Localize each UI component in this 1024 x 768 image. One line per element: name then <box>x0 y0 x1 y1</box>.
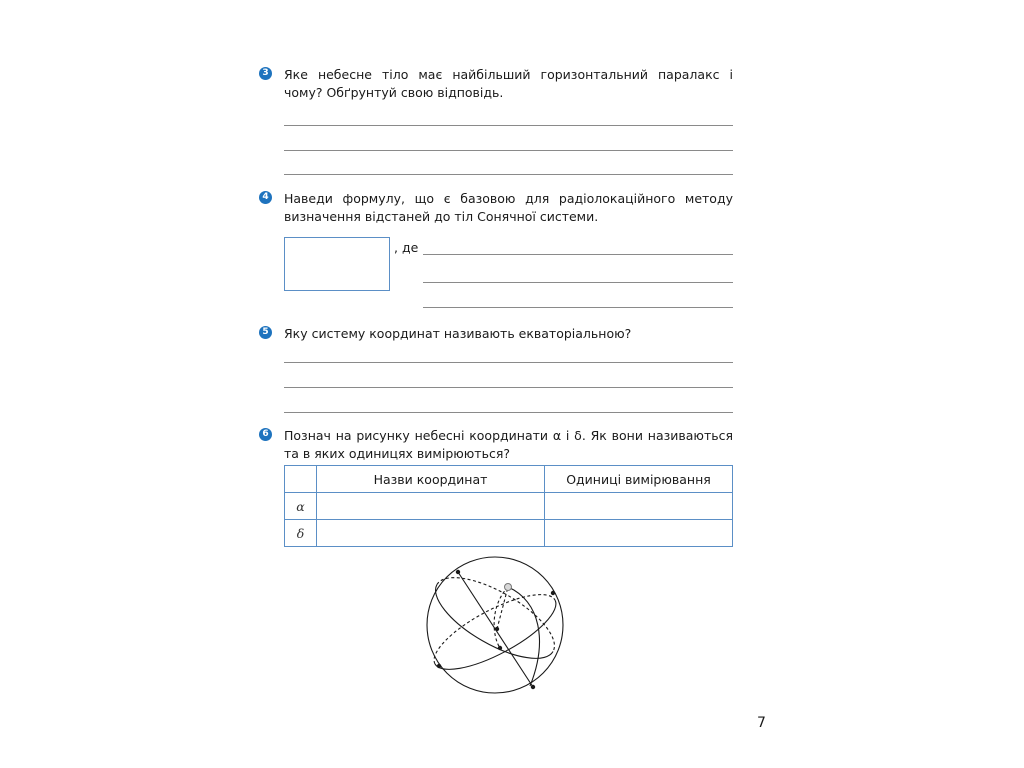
table-header-names: Назви координат <box>317 466 545 493</box>
celestial-sphere-diagram[interactable] <box>420 556 570 696</box>
answer-line[interactable] <box>284 412 733 413</box>
answer-line[interactable] <box>423 307 733 308</box>
question-text: Яку систему координат називають екваторіальною? <box>284 326 632 341</box>
formula-box[interactable] <box>284 237 390 291</box>
question-6 <box>259 427 733 463</box>
hour-circle <box>508 587 539 686</box>
answer-line[interactable] <box>423 282 733 283</box>
table-cell-name[interactable] <box>317 493 545 520</box>
answer-line[interactable] <box>284 150 733 151</box>
page-number: 7 <box>757 715 766 731</box>
table-cell-units[interactable] <box>545 520 733 547</box>
question-3 <box>259 66 733 102</box>
table-header-units: Одиниці вимірювання <box>545 466 733 493</box>
table-header-row <box>285 466 733 493</box>
coordinates-table <box>284 465 733 547</box>
question-number-badge: 3 <box>259 67 272 80</box>
question-text: Познач на рисунку небесні координати α і δ. Як вони називаються та в яких одиницях вимірюються? <box>284 428 733 461</box>
celestial-equator <box>425 581 566 684</box>
formula-suffix: , де <box>394 240 419 255</box>
question-5 <box>259 325 733 343</box>
table-corner-cell <box>285 466 317 493</box>
table-row-symbol: α <box>285 493 317 520</box>
table-cell-name[interactable] <box>317 520 545 547</box>
answer-line[interactable] <box>284 387 733 388</box>
question-4 <box>259 190 733 226</box>
question-text: Яке небесне тіло має найбільший горизонтальний паралакс і чому? Обґрунтуй свою відповідь. <box>284 67 733 100</box>
question-number-badge: 4 <box>259 191 272 204</box>
table-cell-units[interactable] <box>545 493 733 520</box>
answer-line[interactable] <box>284 362 733 363</box>
question-text: Наведи формулу, що є базовою для радіолокаційного методу визначення відстаней до тіл Сонячної системи. <box>284 191 733 224</box>
question-number-badge: 6 <box>259 428 272 441</box>
star-point <box>505 584 512 591</box>
table-row <box>285 493 733 520</box>
table-row <box>285 520 733 547</box>
answer-line[interactable] <box>284 125 733 126</box>
answer-line[interactable] <box>423 254 733 255</box>
answer-line[interactable] <box>284 174 733 175</box>
question-number-badge: 5 <box>259 326 272 339</box>
table-row-symbol: δ <box>285 520 317 547</box>
